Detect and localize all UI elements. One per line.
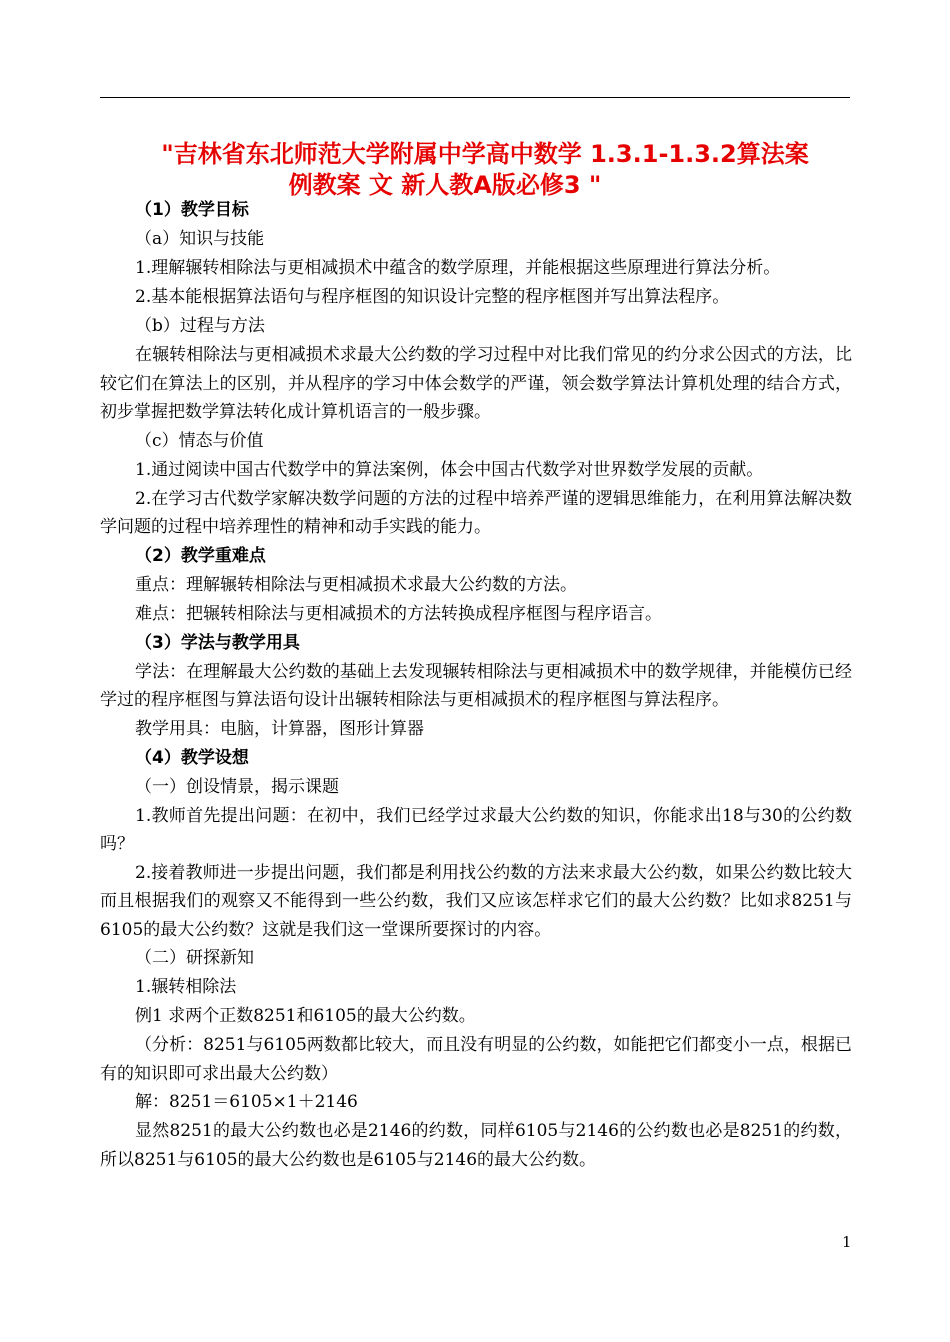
tools-line: 教学用具：电脑，计算器，图形计算器: [135, 718, 424, 739]
paragraph-text: 1.教师首先提出问题：在初中，我们已经学过求最大公约数的知识，你能求出18与30的公约数吗？: [100, 805, 852, 854]
list-item: 1.通过阅读中国古代数学中的算法案例，体会中国古代数学对世界数学发展的贡献。: [135, 459, 764, 480]
paragraph-text: （分析：8251与6105两数都比较大，而且没有明显的公约数，如能把它们都变小一点，根据已有的知识即可求出最大公约数）: [100, 1035, 852, 1084]
list-item: [100, 859, 852, 945]
paragraph-text: 2.在学习古代数学家解决数学问题的方法的过程中培养严谨的逻辑思维能力，在利用算法解决数学问题的过程中培养理性的精神和动手实践的能力。: [100, 488, 852, 537]
list-item: 1.理解辗转相除法与更相减损术中蕴含的数学原理，并能根据这些原理进行算法分析。: [135, 258, 781, 278]
paragraph: [100, 658, 852, 715]
subsection-label: （a）知识与技能: [135, 229, 265, 249]
subsection-label: （c）情态与价值: [135, 430, 264, 451]
subsection-label: （二）研探新知: [135, 948, 254, 968]
paragraph-text: 2.接着教师进一步提出问题，我们都是利用找公约数的方法来求最大公约数，如果公约数比较大而且根据我们的观察又不能得到一些公约数，我们又应该怎样求它们的最大公约数？比如求8251与6105的最大公约数？这就是我们这一堂课所要探讨的内容。: [100, 862, 852, 940]
subsection-label: （b）过程与方法: [135, 316, 265, 336]
document-body: [100, 196, 852, 1174]
header-rule: [100, 97, 850, 98]
paragraph-text: 显然8251的最大公约数也必是2146的约数，同样6105与2146的公约数也必是8251的约数，所以8251与6105的最大公约数也是6105与2146的最大公约数。: [100, 1121, 852, 1170]
document-title-line-2: 例教案 文 新人教A版必修3 ": [288, 171, 602, 199]
section-heading: （3）学法与教学用具: [135, 632, 300, 653]
subsection-label: （一）创设情景，揭示课题: [135, 776, 339, 797]
list-item: [100, 802, 852, 859]
list-item: [100, 485, 852, 542]
section-heading: （4）教学设想: [135, 747, 249, 768]
example-line: 例1 求两个正数8251和6105的最大公约数。: [135, 1006, 476, 1026]
paragraph: [100, 341, 852, 427]
page-number: 1: [842, 1233, 852, 1251]
document-title-line-1: "吉林省东北师范大学附属中学高中数学 1.3.1-1.3.2算法案: [161, 140, 809, 168]
list-item: 2.基本能根据算法语句与程序框图的知识设计完整的程序框图并写出算法程序。: [135, 287, 730, 307]
section-heading: （1）教学目标: [135, 200, 249, 220]
analysis-paragraph: [100, 1031, 852, 1088]
difficult-point: 难点：把辗转相除法与更相减损术的方法转换成程序框图与程序语言。: [135, 603, 662, 624]
paragraph-text: 在辗转相除法与更相减损术求最大公约数的学习过程中对比我们常见的约分求公因式的方法，比较它们在算法上的区别，并从程序的学习中体会数学的严谨，领会数学算法计算机处理的结合方式，初步掌握把数学算法转化成计算机语言的一般步骤。: [100, 345, 852, 422]
list-item: 1.辗转相除法: [135, 977, 237, 997]
section-heading: （2）教学重难点: [135, 545, 266, 566]
paragraph-text: 学法：在理解最大公约数的基础上去发现辗转相除法与更相减损术中的数学规律，并能模仿已经学过的程序框图与算法语句设计出辗转相除法与更相减损术的程序框图与算法程序。: [100, 661, 852, 710]
solution-line: 解：8251＝6105×1＋2146: [135, 1092, 358, 1112]
key-point: 重点：理解辗转相除法与更相减损术求最大公约数的方法。: [135, 574, 577, 595]
conclusion-paragraph: [100, 1117, 852, 1174]
